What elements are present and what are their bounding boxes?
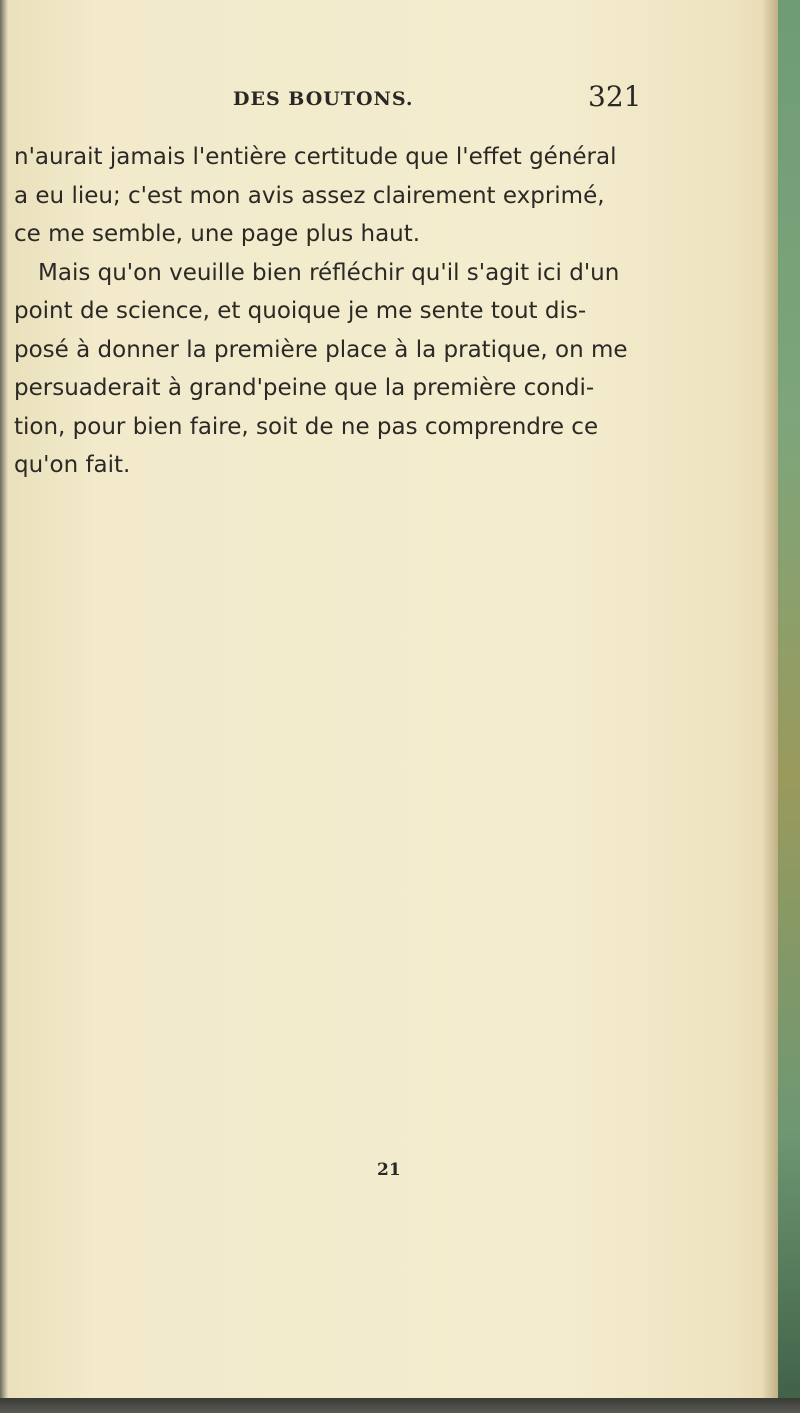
- text-line: posé à donner la première place à la pratique, on me: [14, 336, 628, 363]
- body-text: [14, 138, 744, 485]
- text-line: n'aurait jamais l'entière certitude que l'effet général: [14, 144, 617, 170]
- running-head: DES BOUTONS.: [233, 88, 414, 110]
- binding-shadow: [762, 0, 778, 1413]
- book-binding: [778, 0, 800, 1413]
- text-line: tion, pour bien faire, soit de ne pas comprendre ce: [14, 413, 599, 440]
- page-bottom-edge: [0, 1398, 800, 1413]
- text-line: Mais qu'on veuille bien réfléchir qu'il s'agit ici d'un: [38, 259, 620, 286]
- signature-mark: 21: [377, 1160, 401, 1180]
- text-line: point de science, et quoique je me sente tout dis-: [14, 298, 587, 324]
- text-line: a eu lieu; c'est mon avis assez clairement exprimé,: [14, 182, 605, 209]
- text-line: ce me semble, une page plus haut.: [14, 221, 421, 247]
- text-line: persuaderait à grand'peine que la première condi-: [14, 375, 595, 401]
- text-line: qu'on fait.: [14, 452, 131, 478]
- page-header: [0, 80, 800, 120]
- page-left-edge: [0, 0, 8, 1413]
- page-number: 321: [588, 80, 642, 113]
